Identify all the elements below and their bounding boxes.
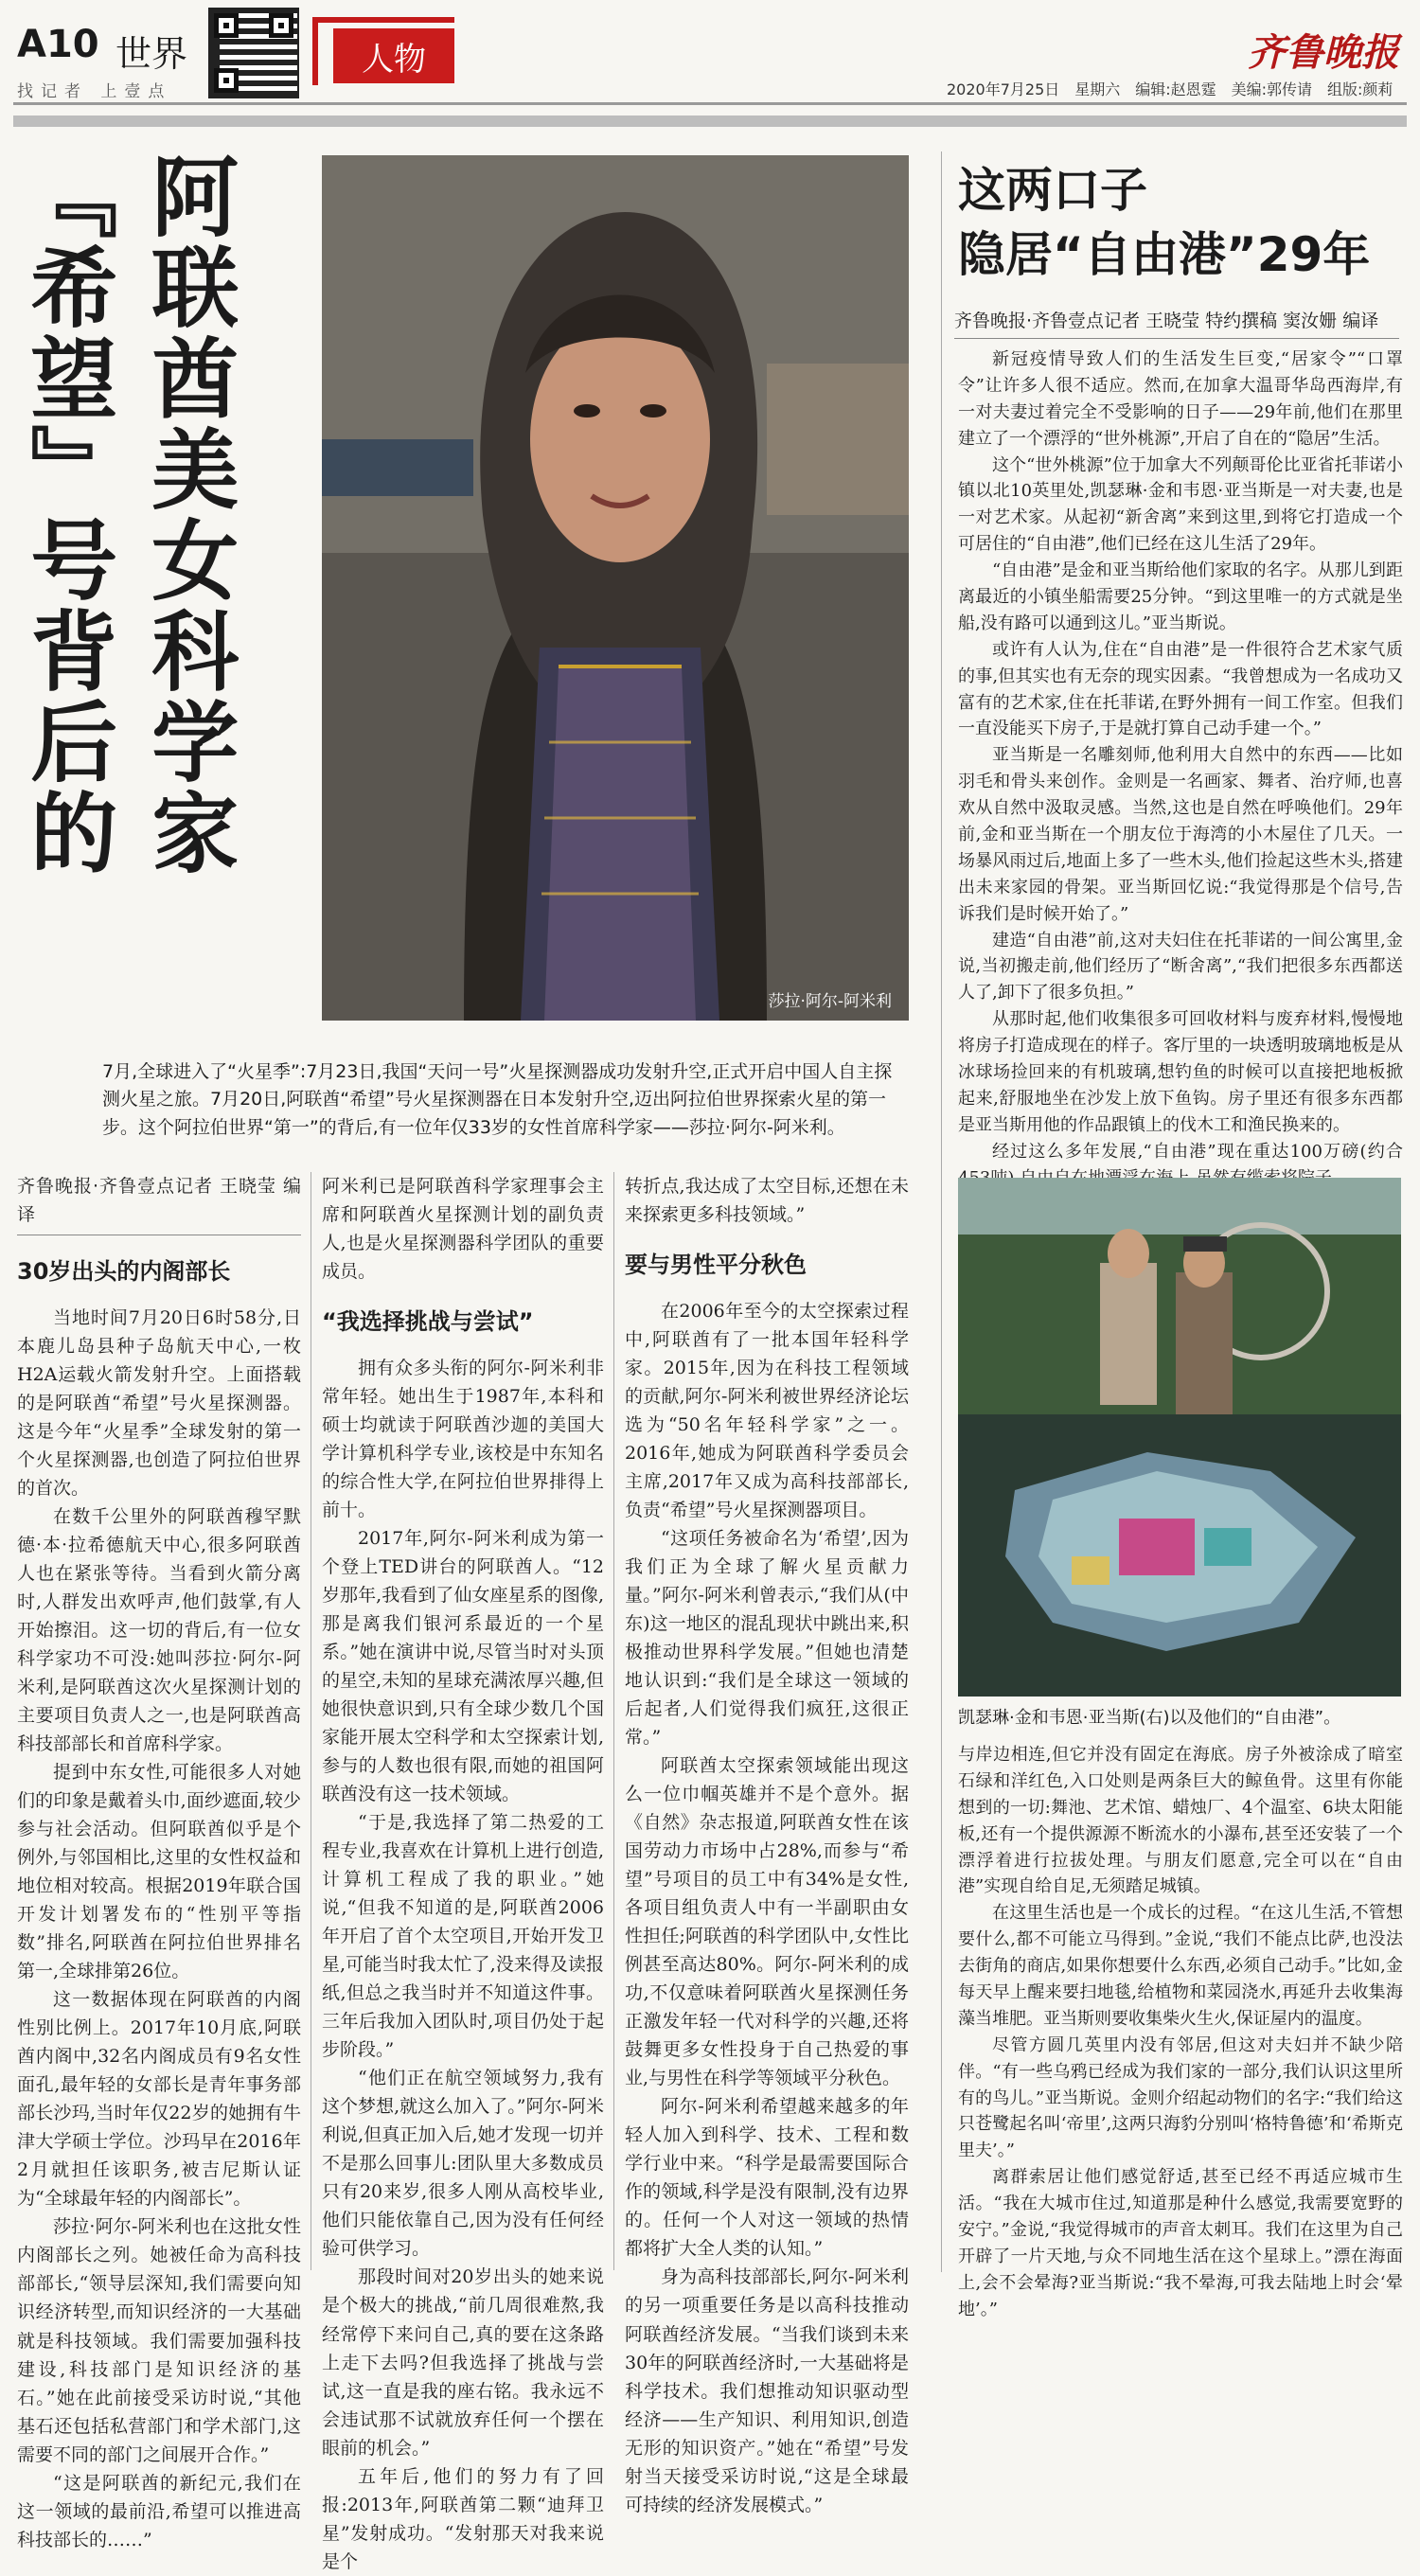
main-column-3 (625, 1172, 909, 2519)
side-column-bottom (958, 1742, 1403, 2323)
page-number: A10 (17, 23, 99, 66)
paragraph: 这一数据体现在阿联酋的内阁性别比例上。2017年10月底,阿联酋内阁中,32名内阁成员有9名女性面孔,最年轻的女部长是青年事务部部长沙玛,当时年仅22岁的她拥有牛津大学硕士学位。沙玛早在2016年2月就担任该职务,被吉尼斯认证为“全球最年轻的内阁部长”。 (17, 1989, 301, 2210)
paragraph: 那段时间对20岁出头的她来说是个极大的挑战,“前几周很难熬,我经常停下来问自己,真的要在这条路上走下去吗?但我选择了挑战与尝试,这一直是我的座右铭。我永远不会违试那不试就放弃任何一个摆在眼前的机会。” (322, 2266, 604, 2459)
main-headline: 阿联酋美女科学家 (137, 151, 240, 879)
paragraph: 尽管方圆几英里内没有邻居,但这对夫妇并不缺少陪伴。“有一些乌鸦已经成为我们家的一部分,我们认识这里所有的鸟儿。”亚当斯说。金则介绍起动物们的名字:“我们给这只苍鹭起名叫‘帝里’,这两只海豹分别叫‘格特鲁德’和‘希斯克里夫’。” (958, 2034, 1403, 2161)
paragraph: “自由港”是金和亚当斯给他们家取的名字。从那儿到距离最近的小镇坐船需要25分钟。“到这里唯一的方式就是坐船,没有路可以通到这儿。”亚当斯说。 (958, 560, 1403, 633)
paragraph: 离群索居让他们感觉舒适,甚至已经不再适应城市生活。“我在大城市住过,知道那是种什么感觉,我需要宽野的安宁。”金说,“我觉得城市的声音太刺耳。我们在这里为自己开辟了一片天地,与众不同地生活在这个星球上。”漂在海面上,会不会晕海?亚当斯说:“我不晕海,可我去陆地上时会‘晕地’。” (958, 2167, 1403, 2319)
main-column-1 (17, 1172, 301, 2554)
paragraph: 阿米利已是阿联酋科学家理事会主席和阿联酋火星探测计划的副负责人,也是火星探测器科学团队的重要成员。 (322, 1176, 604, 1283)
date-editor-line: 2020年7月25日 星期六 编辑:赵恩霆 美编:郭传请 组版:颜莉 (947, 80, 1393, 98)
side-headline-line-1: 这两口子 (958, 163, 1147, 218)
paragraph: 身为高科技部部长,阿尔-阿米利的另一项重要任务是以高科技推动阿联酋经济发展。“当我们谈到未来30年的阿联酋经济时,一大基础将是科学技术。我们想推动知识驱动型经济——生产知识、利用知识,创造无形的知识资产。”她在“希望”号发射当天接受采访时说,“这是全球最可持续的经济发展模式。” (625, 2266, 909, 2515)
section-name: 世界 (115, 33, 188, 75)
header-divider (13, 102, 1407, 105)
paragraph: “这是阿联酋的新纪元,我们在这一领域的最前沿,希望可以推进高科技部长的……” (17, 2472, 301, 2550)
paragraph: 经过这么多年发展,“自由港”现在重达100万磅(约合 (992, 1141, 1403, 1162)
paragraph: 在2006年至今的太空探索过程中,阿联酋有了一批本国年轻科学家。2015年,因为在科技工程领域的贡献,阿尔-阿米利被世界经济论坛选为“50名年轻科学家”之一。2016年,她成为阿联酋科学委员会主席,2017年又成为高科技部部长,负责“希望”号火星探测器项目。 (625, 1300, 909, 1521)
main-headline-quote: 『希望』号背后的 (16, 151, 118, 879)
paragraph: 新冠疫情导致人们的生活发生巨变,“居家令”“口罩令”让许多人很不适应。然而,在加拿大温哥华岛西海岸,有一对夫妻过着完全不受影响的日子——29年前,他们在那里建立了一个漂浮的“世外桃源”,开启了自在的“隐居”生活。 (958, 349, 1403, 449)
lead-paragraph: 7月,全球进入了“火星季”:7月23日,我国“天问一号”火星探测器成功发射升空,正式开启中国人自主探测火星之旅。7月20日,阿联酋“希望”号火星探测器在日本发射升空,迈出阿拉伯世界探索火星的第一步。这个阿拉伯世界“第一”的背后,有一位年仅33岁的女性首席科学家——莎拉·阿尔-阿米利。 (102, 1061, 893, 1138)
main-column-2 (322, 1172, 604, 2576)
floating-home-photo (958, 1178, 1401, 1697)
paragraph: “于是,我选择了第二热爱的工程专业,我喜欢在计算机上进行创造,计算机工程成了我的职业。”她说,“但我不知道的是,阿联酋2006年开启了首个太空项目,开始开发卫星,可能当时我太忙了,没来得及读报纸,但总之我当时并不知道这件事。三年后我加入团队时,项目仍处于起步阶段。” (322, 1812, 604, 2061)
paragraph: 这个“世外桃源”位于加拿大不列颠哥伦比亚省托菲诺小镇以北10英里处,凯瑟琳·金和韦恩·亚当斯是一对夫妻,也是一对艺术家。从起初“新舍离”来到这里,到将它打造成一个可居住的“自由港”,他们已经在这儿生活了29年。 (958, 454, 1403, 555)
paragraph: 与岸边相连,但它并没有固定在海底。房子外被涂成了暗室石绿和洋红色,入口处则是两条巨大的鲸鱼骨。这里有你能想到的一切:舞池、艺术馆、蜡烛厂、4个温室、6块太阳能板,还有一个提供源源不断流水的小瀑布,甚至还安装了一个漂浮着进行拉拔处理。与朋友们愿意,完全可以在“自由港”实现自给自足,无须踏足城镇。 (958, 1745, 1403, 1897)
newspaper-logo: 齐鲁晚报 (1248, 30, 1399, 75)
side-byline: 齐鲁晚报·齐鲁壹点记者 王晓莹 特约撰稿 窦汝姗 编译 (954, 307, 1399, 339)
header-subtitle: 找记者 上壹点 (17, 82, 172, 101)
section-tag: 人物 (333, 28, 454, 83)
paragraph: 提到中东女性,可能很多人对她们的印象是戴着头巾,面纱遮面,较少参与社会活动。但阿联酋似乎是个例外,与邻国相比,这里的女性权益和地位相对较高。根据2019年联合国开发计划署发布的“性别平等指数”排名,阿联酋在阿拉伯世界排名第一,全球排第26位。 (17, 1762, 301, 1982)
paragraph: “这项任务被命名为‘希望’,因为我们正为全球了解火星贡献力量。”阿尔-阿米利曾表示,“我们从(中东)这一地区的混乱现状中跳出来,积极推动世界科学发展。”但她也清楚地认识到:“我们是全球这一领域的后起者,人们觉得我们疯狂,这很正常。” (625, 1528, 909, 1749)
side-headline-line-2: 隐居“自由港”29年 (958, 226, 1371, 282)
side-column-top (958, 346, 1403, 1192)
main-byline: 齐鲁晚报·齐鲁壹点记者 王晓莹 编译 (17, 1172, 301, 1235)
header-band (13, 115, 1407, 127)
section-title-2: “我选择挑战与尝试” (322, 1308, 534, 1336)
paragraph: 阿联酋太空探索领域能出现这么一位巾帼英雄并不是个意外。据《自然》杂志报道,阿联酋女性在该国劳动力市场中占28%,而参与“希望”号项目的员工中有34%是女性,各项目组负责人中有一半副职由女性担任;阿联酋的科学团队中,女性比例甚至高达80%。阿尔-阿米利的成功,不仅意味着阿联酋火星探测任务正激发年轻一代对科学的兴趣,还将鼓舞更多女性投身于自己热爱的事业,与男性在科学等领域平分秋色。 (625, 1755, 909, 2089)
paragraph: 2017年,阿尔-阿米利成为第一个登上TED讲台的阿联酋人。“12岁那年,我看到了仙女座星系的图像,那是离我们银河系最近的一个星系。”她在演讲中说,尽管当时对头顶的星空,未知的星球充满浓厚兴趣,但她很快意识到,只有全球少数几个国家能开展太空科学和太空探索计划,参与的人数也很有限,而她的祖国阿联酋没有这一技术领域。 (322, 1528, 604, 1805)
qr-code-icon[interactable] (208, 8, 299, 98)
paragraph: 或许有人认为,住在“自由港”是一件很符合艺术家气质的事,但其实也有无奈的现实因素。“我曾想成为一名成功又富有的艺术家,住在托菲诺,在野外拥有一间工作室。但我们一直没能买下房子,于是就打算自己动手建一个。” (958, 639, 1403, 739)
paragraph: 从那时起,他们收集很多可回收材料与废弃材料,慢慢地将房子打造成现在的样子。客厅里的一块透明玻璃地板是从冰球场捡回来的有机玻璃,想钓鱼的时候可以直接把地板掀起来,舒服地坐在沙发上放下鱼钩。房子里还有很多东西都是亚当斯用他的作品跟镇上的伐木工和渔民换来的。 (958, 1009, 1403, 1135)
side-headline (958, 159, 1370, 287)
paragraph: 莎拉·阿尔-阿米利也在这批女性内阁部长之列。她被任命为高科技部部长,“领导层深知,我们需要向知识经济转型,而知识经济的一大基础就是科技领域。我们需要加强科技建设,科技部门是知识经济的基石。”她在此前接受采访时说,“其他基石还包括私营部门和学术部门,这需要不同的部门之间展开合作。” (17, 2216, 301, 2465)
paragraph: 五年后,他们的努力有了回报:2013年,阿联酋第二颗“迪拜卫星”发射成功。“发射那天对我来说是个 (322, 2465, 604, 2572)
paragraph: 转折点,我达成了太空目标,还想在未来探索更多科技领域。” (625, 1176, 909, 1226)
paragraph: “他们正在航空领域努力,我有这个梦想,就这么加入了。”阿尔-阿米利说,但真正加入后,她才发现一切并不是那么回事儿:团队里大多数成员只有20来岁,很多人刚从高校毕业,他们只能依靠自己,因为没有任何经验可供学习。 (322, 2068, 604, 2260)
section-title-3: 要与男性平分秋色 (625, 1252, 807, 1279)
paragraph: 阿尔-阿米利希望越来越多的年轻人加入到科学、技术、工程和数学行业中来。“科学是最需要国际合作的领域,科学是没有限制,没有边界的。任何一个人对这一领域的热情都将扩大全人类的认知。” (625, 2096, 909, 2260)
side-photo-caption: 凯瑟琳·金和韦恩·亚当斯(右)以及他们的“自由港”。 (958, 1708, 1341, 1728)
paragraph: 亚当斯是一名雕刻师,他利用大自然中的东西——比如羽毛和骨头来创作。金则是一名画家、舞者、治疗师,也喜欢从自然中汲取灵感。当然,这也是自然在呼唤他们。29年前,金和亚当斯在一个朋友位于海湾的小木屋住了几天。一场暴风雨过后,地面上多了一些木头,他们捡起这些木头,搭建出未来家园的骨架。亚当斯回忆说:“我觉得那是个信号,告诉我们是时候开始了。” (958, 745, 1403, 924)
paragraph: 建造“自由港”前,这对夫妇住在托菲诺的一间公寓里,金说,当初搬走前,他们经历了“断舍离”,“我们把很多东西都送人了,卸下了很多负担。” (958, 930, 1403, 1004)
paragraph: 在这里生活也是一个成长的过程。“在这儿生活,不管想要什么,都不可能立马得到。”金说,“我们不能点比萨,也没法去街角的商店,如果你想要什么东西,必须自己动手。”比如,金每天早上醒来要扫地毯,给植物和菜园浇水,再延升去收集海藻当堆肥。亚当斯则要收集柴火生火,保证屋内的温度。 (958, 1903, 1403, 2029)
paragraph: 拥有众多头衔的阿尔-阿米利非常年轻。她出生于1987年,本科和硕士均就读于阿联酋沙迦的美国大学计算机科学专业,该校是中东知名的综合性大学,在阿拉伯世界排得上前十。 (322, 1357, 604, 1521)
paragraph: 当地时间7月20日6时58分,日本鹿儿岛县种子岛航天中心,一枚H2A运载火箭发射升空。上面搭载的是阿联酋“希望”号火星探测器。这是今年“火星季”全球发射的第一个火星探测器,也创造了阿拉伯世界的首次。 (17, 1306, 301, 1500)
photo-caption: 莎拉·阿尔-阿米利 (768, 992, 892, 1011)
column-divider (941, 151, 942, 2272)
portrait-photo (322, 155, 909, 1021)
column-divider (613, 1172, 614, 2270)
paragraph: 在数千公里外的阿联酋穆罕默德·本·拉希德航天中心,很多阿联酋人也在紧张等待。当看到火箭分离时,人群发出欢呼声,他们鼓掌,有人开始擦泪。这一切的背后,有一位女科学家功不可没:她叫莎拉·阿尔-阿米利,是阿联酋这次火星探测计划的主要项目负责人之一,也是阿联酋高科技部部长和首席科学家。 (17, 1506, 301, 1755)
section-title-1: 30岁出头的内阁部长 (17, 1258, 231, 1286)
